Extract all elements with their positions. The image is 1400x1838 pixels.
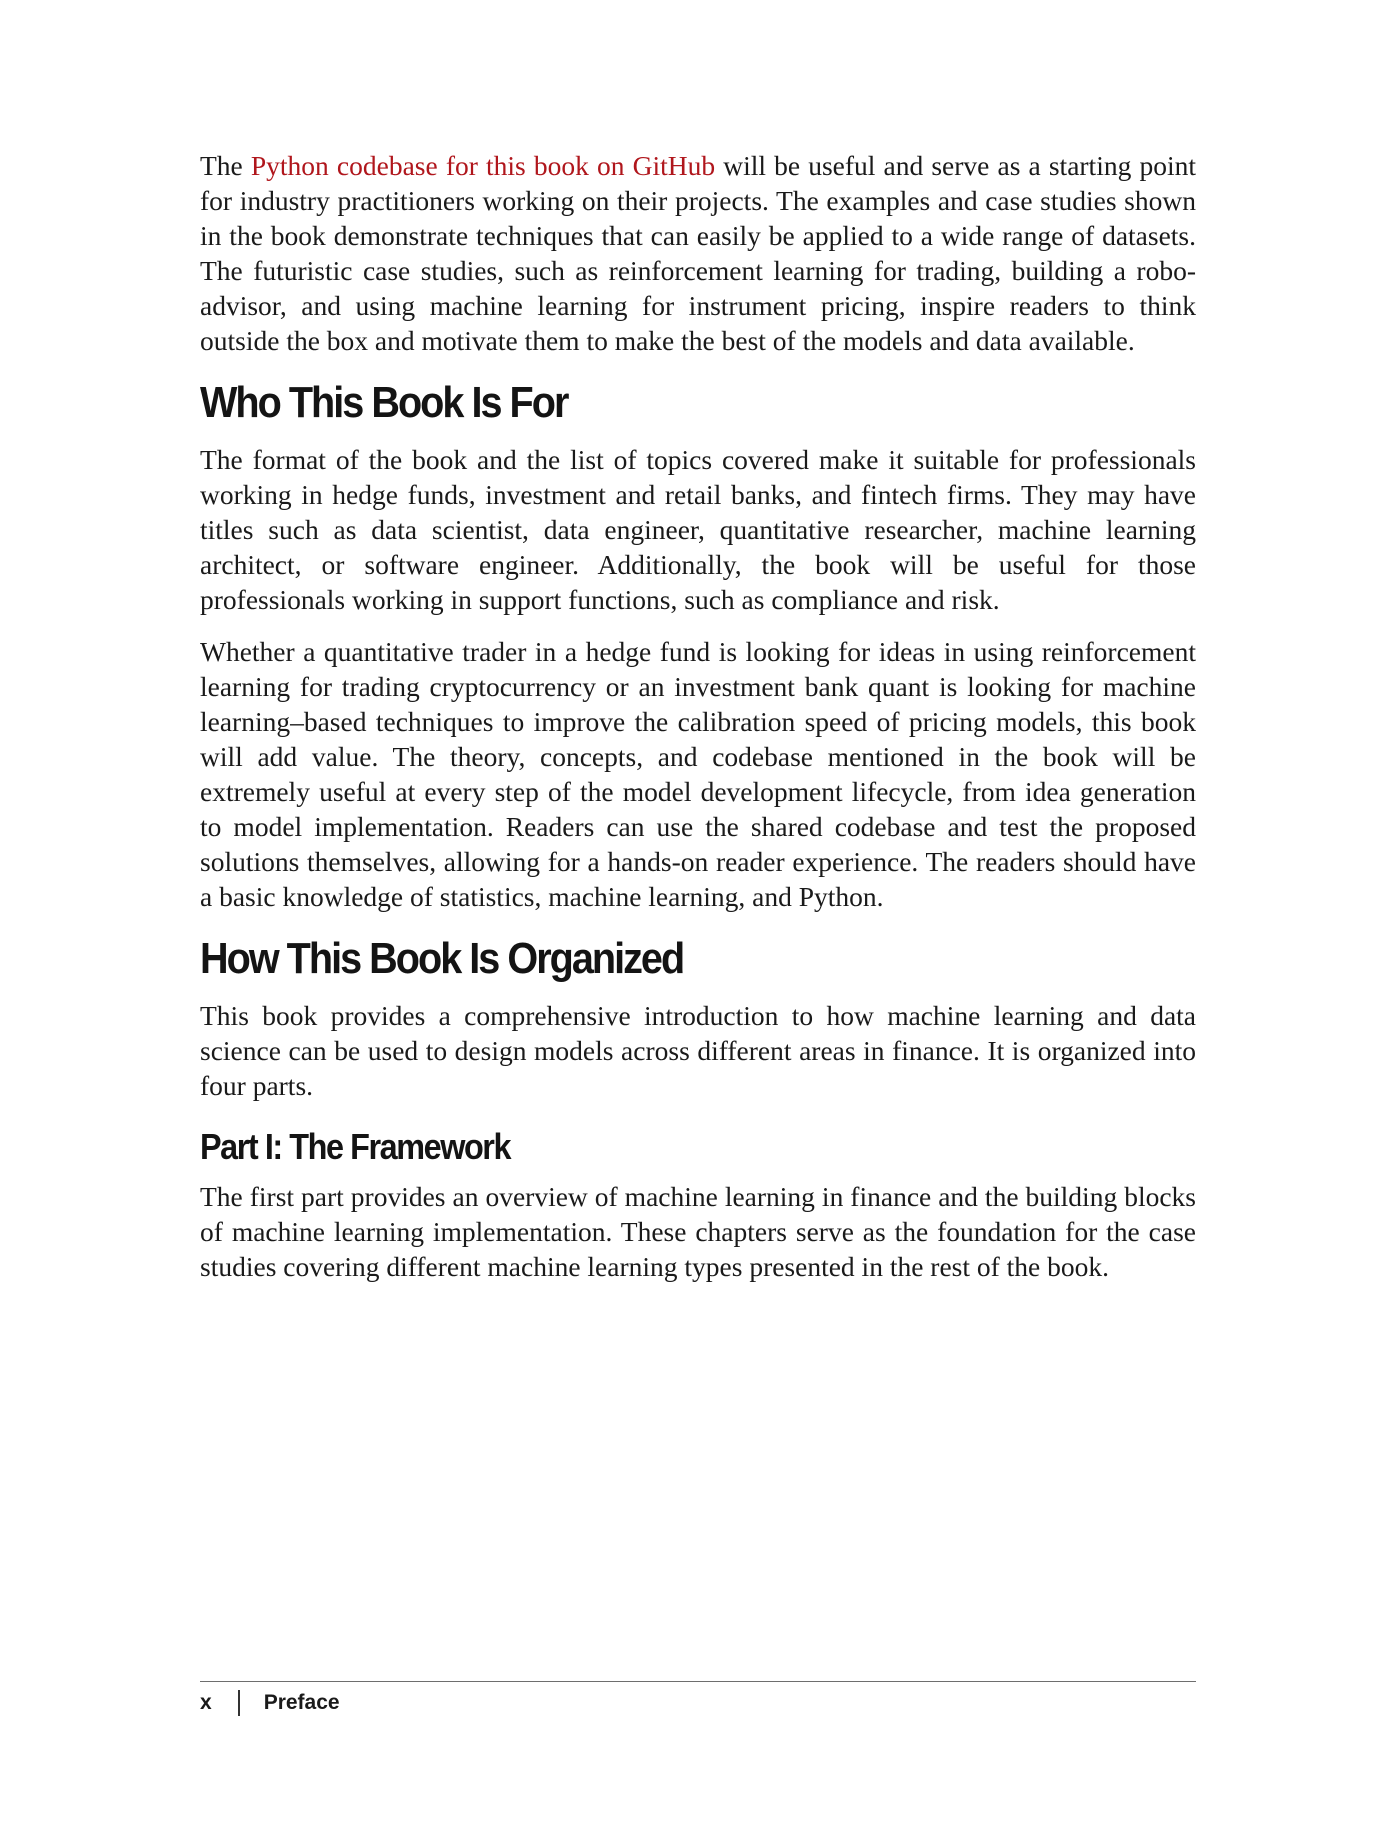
intro-rest: will be useful and serve as a starting point for industry practitioners working on their projects. The examples and case studies shown in the book demonstrate techniques that can easily be applied to a wide range of datasets. The futuristic case studies, such as reinforcement learning for trading, building a robo-advisor, and using machine learning for instrument pricing, inspire readers to think outside the box and motivate them to make the best of the models and data available.: [200, 150, 1196, 356]
page-content: [200, 148, 1196, 1301]
footer-separator: [238, 1690, 240, 1716]
how-this-book-is-organized-heading: How This Book Is Organized: [200, 934, 684, 983]
page-number: x: [200, 1691, 212, 1714]
who-paragraph-2: Whether a quantitative trader in a hedge fund is looking for ideas in using reinforcement learning for trading cryptocurrency or an investment bank quant is looking for machine learning–based techniques to improve the calibration speed of pricing models, this book will add value. The theory, concepts, and codebase mentioned in the book will be extremely useful at every step of the model development lifecycle, from idea generation to model implementation. Readers can use the shared codebase and test the proposed solutions themselves, allowing for a hands-on reader experience. The readers should have a basic knowledge of statistics, machine learning, and Python.: [200, 636, 1196, 912]
who-paragraph-1: The format of the book and the list of topics covered make it suitable for professionals working in hedge funds, investment and retail banks, and fintech firms. They may have titles such as data scientist, data engineer, quantitative researcher, machine learning architect, or software engineer. Additionally, the book will be useful for those professionals working in support functions, such as compliance and risk.: [200, 444, 1196, 615]
part-1-paragraph: The first part provides an overview of machine learning in finance and the building blocks of machine learning implementation. These chapters serve as the foundation for the case studies covering different machine learning types presented in the rest of the book.: [200, 1181, 1196, 1282]
footer-section-label: Preface: [263, 1691, 340, 1714]
intro-lead: The: [200, 150, 251, 181]
how-paragraph: This book provides a comprehensive introduction to how machine learning and data science can be used to design models across different areas in finance. It is organized into four parts.: [200, 1000, 1196, 1101]
intro-paragraph: [200, 148, 1196, 358]
who-this-book-is-for-heading: Who This Book Is For: [200, 378, 568, 427]
github-codebase-link[interactable]: Python codebase for this book on GitHub: [250, 150, 716, 181]
part-1-heading: Part I: The Framework: [200, 1126, 511, 1167]
footer-divider: [200, 1681, 1196, 1682]
page-footer: [200, 1688, 340, 1718]
